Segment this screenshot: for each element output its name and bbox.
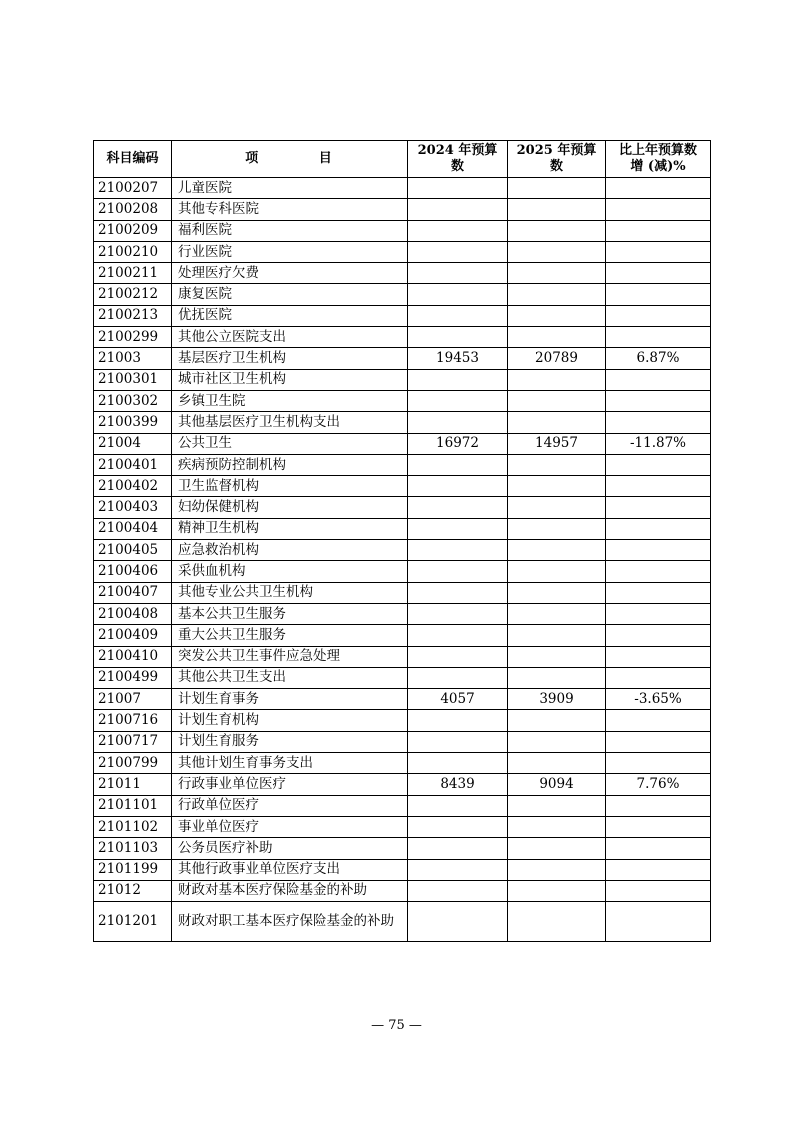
row-code: 21012 — [94, 880, 172, 901]
row-code: 2100408 — [94, 603, 172, 624]
row-code: 2101103 — [94, 838, 172, 859]
row-change — [606, 263, 711, 284]
table-row — [94, 369, 711, 390]
row-budget-2024 — [408, 390, 508, 411]
table-row — [94, 241, 711, 262]
row-budget-2024 — [408, 220, 508, 241]
row-name: 其他计划生育事务支出 — [172, 753, 408, 774]
row-budget-2025 — [508, 561, 606, 582]
row-change — [606, 795, 711, 816]
row-name: 其他基层医疗卫生机构支出 — [172, 412, 408, 433]
row-name: 公共卫生 — [172, 433, 408, 454]
row-name: 乡镇卫生院 — [172, 390, 408, 411]
row-name: 财政对职工基本医疗保险基金的补助 — [172, 902, 408, 942]
row-budget-2025 — [508, 902, 606, 942]
row-change — [606, 561, 711, 582]
table-row — [94, 497, 711, 518]
row-budget-2024: 4057 — [408, 689, 508, 710]
row-budget-2024 — [408, 582, 508, 603]
row-name: 福利医院 — [172, 220, 408, 241]
row-code: 21007 — [94, 689, 172, 710]
table-row — [94, 348, 711, 369]
row-budget-2024 — [408, 241, 508, 262]
row-budget-2025: 9094 — [508, 774, 606, 795]
row-name: 优抚医院 — [172, 305, 408, 326]
row-name: 处理医疗欠费 — [172, 263, 408, 284]
row-budget-2024 — [408, 327, 508, 348]
row-name: 财政对基本医疗保险基金的补助 — [172, 880, 408, 901]
row-name: 突发公共卫生事件应急处理 — [172, 646, 408, 667]
row-change — [606, 731, 711, 752]
table-row — [94, 454, 711, 475]
row-budget-2025 — [508, 540, 606, 561]
row-budget-2024: 8439 — [408, 774, 508, 795]
table-row — [94, 518, 711, 539]
table-row — [94, 582, 711, 603]
row-code: 2100207 — [94, 178, 172, 199]
row-code: 2100299 — [94, 327, 172, 348]
row-budget-2025 — [508, 241, 606, 262]
row-change — [606, 646, 711, 667]
row-budget-2024: 16972 — [408, 433, 508, 454]
row-budget-2024 — [408, 497, 508, 518]
row-budget-2024 — [408, 710, 508, 731]
row-change — [606, 178, 711, 199]
row-budget-2025 — [508, 369, 606, 390]
row-name: 其他公立医院支出 — [172, 327, 408, 348]
table-row — [94, 327, 711, 348]
row-code: 2100406 — [94, 561, 172, 582]
row-name: 重大公共卫生服务 — [172, 625, 408, 646]
row-change — [606, 199, 711, 220]
row-budget-2025 — [508, 327, 606, 348]
row-budget-2025 — [508, 476, 606, 497]
table-row — [94, 902, 711, 942]
row-budget-2024 — [408, 305, 508, 326]
row-budget-2025 — [508, 284, 606, 305]
row-change — [606, 625, 711, 646]
row-budget-2024 — [408, 880, 508, 901]
row-name: 公务员医疗补助 — [172, 838, 408, 859]
table-header-row — [94, 141, 711, 178]
budget-table — [93, 140, 711, 942]
row-change — [606, 753, 711, 774]
row-name: 计划生育事务 — [172, 689, 408, 710]
row-code: 2101201 — [94, 902, 172, 942]
table-row — [94, 178, 711, 199]
table-row — [94, 710, 711, 731]
row-budget-2025 — [508, 582, 606, 603]
row-budget-2025 — [508, 795, 606, 816]
table-row — [94, 390, 711, 411]
row-change — [606, 241, 711, 262]
row-change: 7.76% — [606, 774, 711, 795]
row-name: 计划生育机构 — [172, 710, 408, 731]
row-change — [606, 902, 711, 942]
row-name: 其他公共卫生支出 — [172, 667, 408, 688]
row-budget-2024 — [408, 603, 508, 624]
row-budget-2024 — [408, 902, 508, 942]
row-budget-2025 — [508, 412, 606, 433]
row-budget-2024 — [408, 476, 508, 497]
row-budget-2024 — [408, 859, 508, 880]
table-row — [94, 284, 711, 305]
row-budget-2024 — [408, 369, 508, 390]
table-row — [94, 305, 711, 326]
row-code: 2100717 — [94, 731, 172, 752]
table-row — [94, 838, 711, 859]
row-name: 基层医疗卫生机构 — [172, 348, 408, 369]
row-name: 疾病预防控制机构 — [172, 454, 408, 475]
page-number: — 75 — — [371, 1018, 422, 1033]
row-budget-2024 — [408, 753, 508, 774]
row-change — [606, 710, 711, 731]
table-row — [94, 603, 711, 624]
row-budget-2025 — [508, 710, 606, 731]
row-name: 事业单位医疗 — [172, 816, 408, 837]
table-row — [94, 646, 711, 667]
row-code: 2100716 — [94, 710, 172, 731]
table-row — [94, 667, 711, 688]
table-row — [94, 412, 711, 433]
row-change — [606, 880, 711, 901]
row-code: 2100402 — [94, 476, 172, 497]
table-row — [94, 774, 711, 795]
row-name: 康复医院 — [172, 284, 408, 305]
row-budget-2024 — [408, 454, 508, 475]
row-name: 应急救治机构 — [172, 540, 408, 561]
row-code: 2100405 — [94, 540, 172, 561]
row-change — [606, 327, 711, 348]
row-name: 其他行政事业单位医疗支出 — [172, 859, 408, 880]
table-row — [94, 880, 711, 901]
row-budget-2025 — [508, 603, 606, 624]
table-row — [94, 731, 711, 752]
table-row — [94, 263, 711, 284]
row-change — [606, 476, 711, 497]
row-budget-2024 — [408, 561, 508, 582]
header-change-line2: 增 (减)% — [630, 159, 686, 174]
row-code: 2100210 — [94, 241, 172, 262]
row-code: 2100403 — [94, 497, 172, 518]
table-row — [94, 476, 711, 497]
row-change — [606, 540, 711, 561]
row-budget-2025 — [508, 753, 606, 774]
table-row — [94, 433, 711, 454]
table-body — [94, 178, 711, 942]
row-change — [606, 859, 711, 880]
row-code: 2100399 — [94, 412, 172, 433]
row-change — [606, 305, 711, 326]
row-budget-2025 — [508, 880, 606, 901]
row-name: 妇幼保健机构 — [172, 497, 408, 518]
row-budget-2025 — [508, 178, 606, 199]
row-change — [606, 454, 711, 475]
row-budget-2025 — [508, 518, 606, 539]
row-budget-2024 — [408, 646, 508, 667]
row-code: 2100799 — [94, 753, 172, 774]
row-code: 2100212 — [94, 284, 172, 305]
header-code: 科目编码 — [94, 141, 172, 178]
row-name: 其他专科医院 — [172, 199, 408, 220]
row-budget-2025: 14957 — [508, 433, 606, 454]
row-change — [606, 667, 711, 688]
row-budget-2025 — [508, 859, 606, 880]
table-row — [94, 859, 711, 880]
row-budget-2024 — [408, 625, 508, 646]
header-budget-2025: 2025 年预算数 — [508, 141, 606, 178]
row-name: 儿童医院 — [172, 178, 408, 199]
row-budget-2024 — [408, 838, 508, 859]
header-change — [606, 141, 711, 178]
table-row — [94, 561, 711, 582]
row-code: 2100409 — [94, 625, 172, 646]
header-budget-2024: 2024 年预算数 — [408, 141, 508, 178]
row-budget-2025 — [508, 816, 606, 837]
row-change — [606, 816, 711, 837]
row-change: -11.87% — [606, 433, 711, 454]
row-budget-2024 — [408, 795, 508, 816]
row-name: 城市社区卫生机构 — [172, 369, 408, 390]
row-name: 基本公共卫生服务 — [172, 603, 408, 624]
table-row — [94, 753, 711, 774]
row-name: 计划生育服务 — [172, 731, 408, 752]
row-name: 行政单位医疗 — [172, 795, 408, 816]
table-row — [94, 689, 711, 710]
row-name: 行政事业单位医疗 — [172, 774, 408, 795]
table-row — [94, 816, 711, 837]
row-change: -3.65% — [606, 689, 711, 710]
row-budget-2024 — [408, 199, 508, 220]
row-budget-2025 — [508, 305, 606, 326]
row-code: 2101102 — [94, 816, 172, 837]
row-change — [606, 390, 711, 411]
row-change — [606, 518, 711, 539]
row-budget-2024 — [408, 263, 508, 284]
row-budget-2025 — [508, 625, 606, 646]
row-change — [606, 412, 711, 433]
row-change — [606, 369, 711, 390]
row-code: 21011 — [94, 774, 172, 795]
table-row — [94, 795, 711, 816]
row-name: 采供血机构 — [172, 561, 408, 582]
row-budget-2025 — [508, 497, 606, 518]
row-change — [606, 603, 711, 624]
row-code: 2100302 — [94, 390, 172, 411]
row-name: 卫生监督机构 — [172, 476, 408, 497]
row-budget-2024 — [408, 412, 508, 433]
row-code: 2100410 — [94, 646, 172, 667]
row-code: 2100499 — [94, 667, 172, 688]
table-row — [94, 540, 711, 561]
row-change: 6.87% — [606, 348, 711, 369]
row-name: 行业医院 — [172, 241, 408, 262]
row-code: 2100211 — [94, 263, 172, 284]
row-change — [606, 220, 711, 241]
row-name: 其他专业公共卫生机构 — [172, 582, 408, 603]
row-budget-2025: 3909 — [508, 689, 606, 710]
header-change-line1: 比上年预算数 — [618, 143, 697, 158]
row-budget-2025 — [508, 731, 606, 752]
row-budget-2025 — [508, 667, 606, 688]
row-budget-2025 — [508, 390, 606, 411]
row-budget-2025 — [508, 199, 606, 220]
row-code: 21003 — [94, 348, 172, 369]
row-code: 2100401 — [94, 454, 172, 475]
row-change — [606, 838, 711, 859]
row-code: 2101101 — [94, 795, 172, 816]
row-code: 2100407 — [94, 582, 172, 603]
table-row — [94, 220, 711, 241]
row-code: 2100208 — [94, 199, 172, 220]
row-budget-2025 — [508, 263, 606, 284]
row-budget-2025 — [508, 454, 606, 475]
row-budget-2024 — [408, 518, 508, 539]
row-budget-2025 — [508, 838, 606, 859]
row-code: 21004 — [94, 433, 172, 454]
row-code: 2100404 — [94, 518, 172, 539]
row-code: 2100209 — [94, 220, 172, 241]
row-code: 2100301 — [94, 369, 172, 390]
row-change — [606, 582, 711, 603]
row-budget-2025 — [508, 220, 606, 241]
row-budget-2024 — [408, 284, 508, 305]
row-budget-2024 — [408, 731, 508, 752]
row-budget-2025 — [508, 646, 606, 667]
table-row — [94, 625, 711, 646]
row-budget-2024 — [408, 667, 508, 688]
row-budget-2025: 20789 — [508, 348, 606, 369]
row-budget-2024 — [408, 178, 508, 199]
row-budget-2024: 19453 — [408, 348, 508, 369]
row-code: 2101199 — [94, 859, 172, 880]
row-change — [606, 497, 711, 518]
row-name: 精神卫生机构 — [172, 518, 408, 539]
table-row — [94, 199, 711, 220]
header-name: 项 目 — [172, 141, 408, 178]
row-budget-2024 — [408, 816, 508, 837]
row-budget-2024 — [408, 540, 508, 561]
row-change — [606, 284, 711, 305]
row-code: 2100213 — [94, 305, 172, 326]
